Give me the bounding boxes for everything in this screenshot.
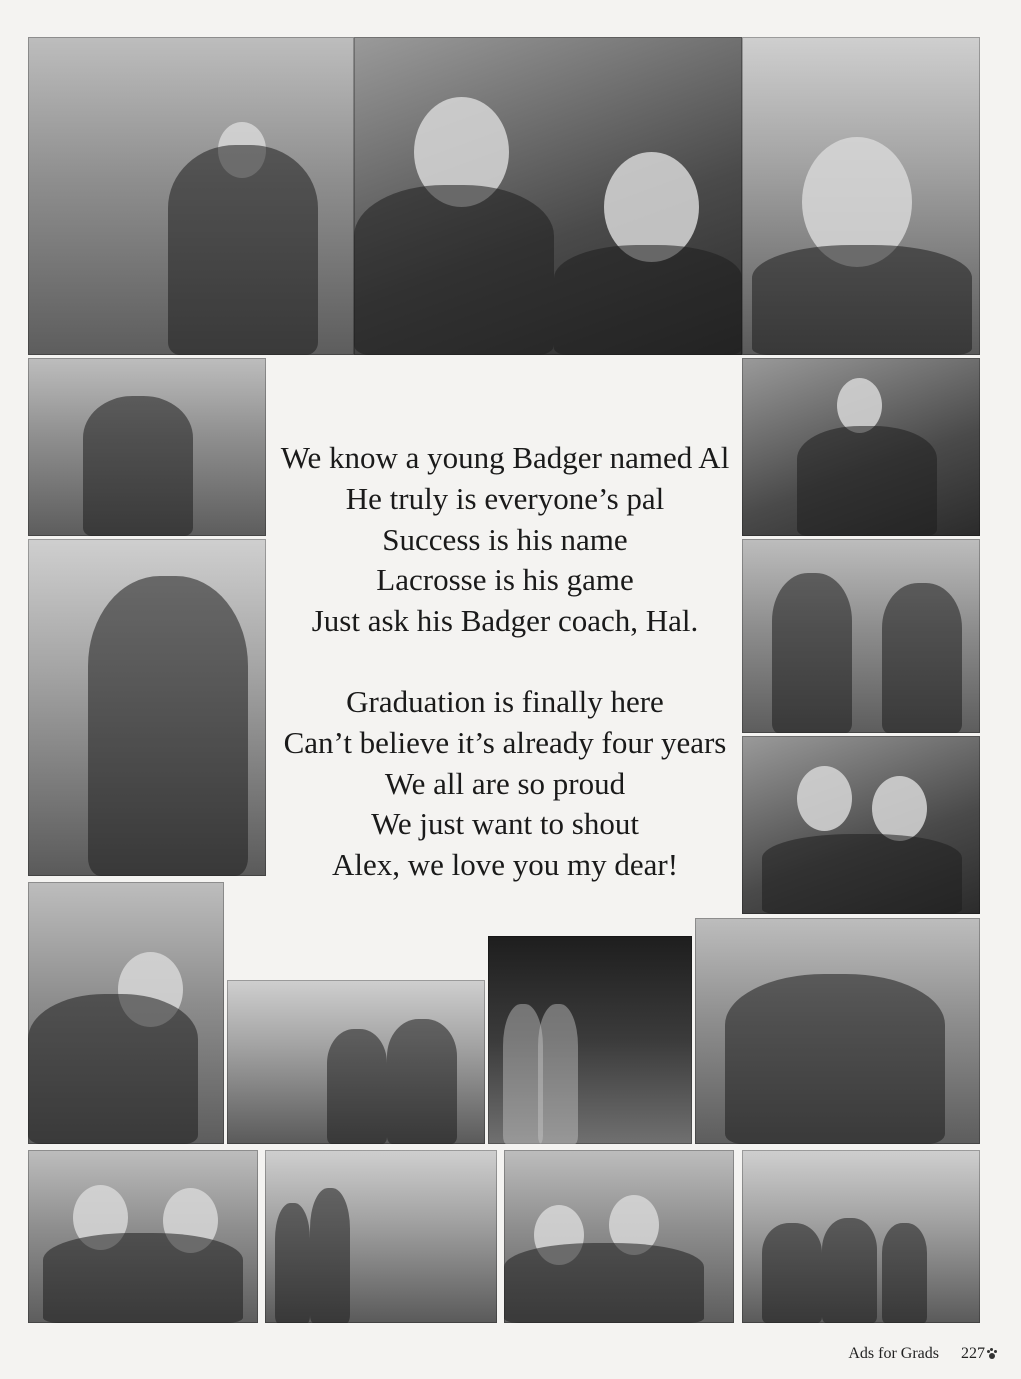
- photo-friends-hats: [354, 37, 742, 355]
- photo-boy-cafe: [504, 1150, 734, 1323]
- photo-lighthouse: [28, 882, 224, 1144]
- photo-lacrosse-run: [742, 539, 980, 733]
- photo-river-city: [265, 1150, 497, 1323]
- photo-couple: [742, 736, 980, 914]
- poem: [268, 438, 742, 886]
- photo-egg-chair: [28, 37, 354, 355]
- poem-line: We just want to shout: [371, 806, 639, 842]
- poem-stanza-2: [268, 682, 742, 886]
- photo-sunglasses: [742, 37, 980, 355]
- photo-hug: [28, 358, 266, 536]
- page-footer: [848, 1345, 997, 1363]
- photo-canal-street: [742, 1150, 980, 1323]
- poem-line: Lacrosse is his game: [376, 562, 634, 598]
- poem-line: Can’t believe it’s already four years: [283, 724, 727, 760]
- page-number-group: [961, 1345, 997, 1363]
- poem-line: We all are so proud: [384, 765, 626, 801]
- poem-line: Just ask his Badger coach, Hal.: [311, 603, 699, 639]
- photo-suits-mountains: [227, 980, 485, 1144]
- poem-line: Graduation is finally here: [346, 683, 664, 719]
- poem-line: Success is his name: [382, 521, 628, 557]
- photo-lacrosse-game: [28, 539, 266, 876]
- section-title: Ads for Grads: [848, 1345, 939, 1362]
- paw-icon: [987, 1348, 997, 1360]
- poem-line: Alex, we love you my dear!: [331, 847, 679, 883]
- photo-cat: [742, 358, 980, 536]
- photo-restaurant: [28, 1150, 258, 1323]
- poem-line: He truly is everyone’s pal: [345, 480, 665, 516]
- page-number: 227: [961, 1345, 985, 1362]
- photo-night-plaza: [488, 936, 692, 1144]
- poem-line: We know a young Badger named Al: [280, 440, 730, 475]
- poem-stanza-1: [268, 438, 742, 642]
- photo-team: [695, 918, 980, 1144]
